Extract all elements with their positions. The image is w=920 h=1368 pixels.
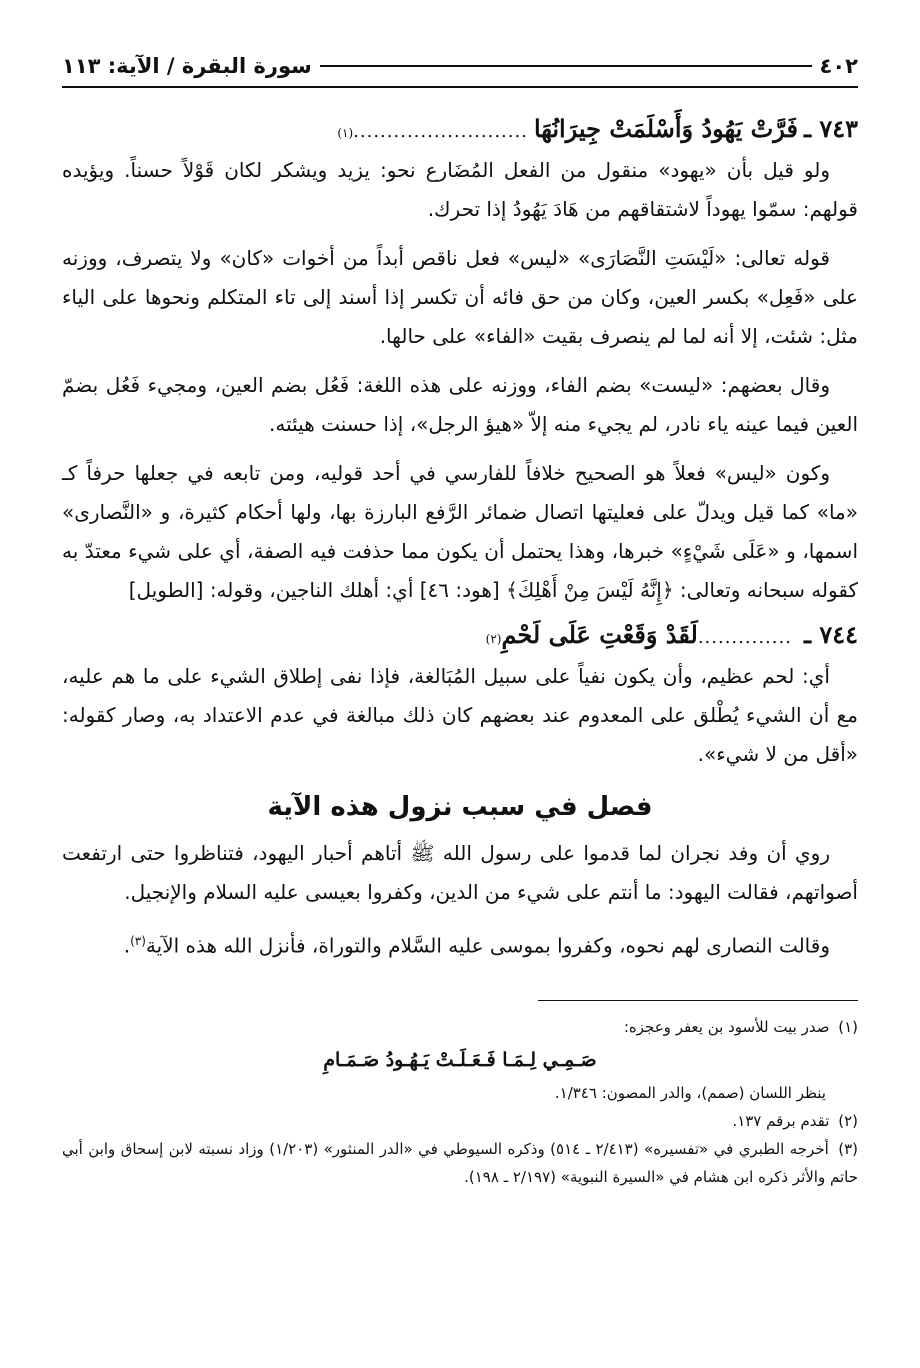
- header-rule: [62, 86, 858, 88]
- footnote-ref[interactable]: (٢): [485, 632, 502, 646]
- footnote-3: [62, 1135, 858, 1191]
- header-dash: [320, 65, 812, 67]
- footnote-number: (١): [838, 1017, 858, 1036]
- paragraph-last: [62, 922, 858, 966]
- paragraph-end: .: [123, 933, 131, 958]
- footnote-verse: صَـمِـي لِـمَـا فَـعَـلَـتْ يَـهُـودُ صَـمَـامِ: [323, 1048, 597, 1071]
- footnote-rule: [538, 1000, 858, 1001]
- paragraph: وقال بعضهم: «ليست» بضم الفاء، ووزنه على هذه اللغة: فَعُل بضم العين، ومجيء فَعُل بضمّ العين فيما عينه ياء نادر، لم يجيء منه إلاّ «هيؤ الرجل»، إذا حسنت هيئته.: [62, 373, 858, 436]
- verse-number: ٧٤٤ ـ: [803, 620, 858, 649]
- footnote-ref[interactable]: (٣): [130, 934, 146, 948]
- footnote-1: [62, 1013, 858, 1041]
- paragraph: قوله تعالى: «لَيْسَتِ النَّصَارَى» «ليس» فعل ناقص أبداً من أخوات «كان» ولا يتصرف، ووزنه على «فَعِل» بكسر العين، وكان من حق فائه أن تكسر إذا أسند إلى تاء المتكلم ونحوها على الياء مثل: شئت، إلا أنه لما لم ينصرف بقيت «الفاء» على حالها.: [62, 246, 858, 348]
- verse-dots: ..........................: [353, 121, 528, 142]
- book-page: [62, 50, 858, 1328]
- footnote-1-reference: ينظر اللسان (صمم)، والدر المصون: ١/٣٤٦.: [554, 1083, 826, 1102]
- footnote-number: (٣): [838, 1139, 858, 1158]
- paragraph: أي: لحم عظيم، وأن يكون نفياً على سبيل المُبَالغة، فإذا نفى إطلاق الشيء على ما هم عليه، مع أن الشيء يُطْلق على المعدوم عند بعضهم كان ذلك مبالغة في عدم الاعتداد به، وصار كقوله: «أقل من لا شيء».: [62, 664, 858, 766]
- footnote-number: (٢): [838, 1111, 858, 1130]
- paragraph: ولو قيل بأن «يهود» منقول من الفعل المُضَارع نحو: يزيد ويشكر لكان قَوْلاً حسناً. ويؤيده قولهم: سمّوا يهوداً لاشتقاقهم من هَادَ يَهُودُ إذا تحرك.: [62, 158, 858, 221]
- footnote-ref[interactable]: (١): [337, 126, 354, 140]
- verse-dots: ..............: [697, 627, 792, 648]
- paragraph-text: وقالت النصارى لهم نحوه، وكفروا بموسى عليه السَّلام والتوراة، فأنزل الله هذه الآية: [145, 933, 830, 958]
- footnote-text: تقدم برقم ١٣٧.: [732, 1111, 830, 1130]
- surah-label: سورة البقرة / الآية: ١١٣: [62, 54, 312, 78]
- verse-744: [62, 620, 858, 649]
- paragraph: وكون «ليس» فعلاً هو الصحيح خلافاً للفارسي في أحد قوليه، ومن تابعه في جعلها حرفاً كـ «ما» كما قيل ويدلّ على فعليتها اتصال ضمائر الرَّفع البارزة بها، ولها أحكام كثيرة، و «النَّصارى» اسمها، و «عَلَى شَيْءٍ» خبرها، وهذا يحتمل أن يكون مما حذفت فيه الصفة، أي على شيء معتدّ به كقوله سبحانه وتعالى: ﴿إِنَّهُ لَيْسَ مِنْ أَهْلِكَ﴾ [هود: ٤٦] أي: أهلك الناجين، وقوله: [الطويل]: [62, 461, 858, 602]
- verse-743: [62, 114, 858, 143]
- page-number: ٤٠٢: [819, 54, 858, 78]
- section-title: فصل في سبب نزول هذه الآية: [267, 792, 653, 822]
- paragraph: روي أن وفد نجران لما قدموا على رسول الله ﷺ أتاهم أحبار اليهود، فتناظروا حتى ارتفعت أصواتهم، فقالت اليهود: ما أنتم على شيء من الدين، وكفروا بعيسى عليه السلام والإنجيل.: [62, 841, 858, 904]
- verse-number: ٧٤٣ ـ: [803, 114, 858, 143]
- footnote-2: [62, 1107, 858, 1135]
- verse-text: فَرَّتْ يَهُودُ وَأَسْلَمَتْ جِيرَانُهَا: [533, 114, 798, 143]
- verse-text: لَقَدْ وَقَعْتِ عَلَى لَحْمِ: [501, 620, 698, 649]
- footnote-text: صدر بيت للأسود بن يعفر وعجزه:: [623, 1017, 830, 1036]
- footnote-text: أخرجه الطبري في «تفسيره» (٢/٤١٣ ـ ٥١٤) وذكره السيوطي في «الدر المنثور» (١/٢٠٣) وزاد نسبته لابن إسحاق وابن أبي حاتم والأثر ذكره ابن هشام في «السيرة النبوية» (٢/١٩٧ ـ ١٩٨).: [62, 1139, 858, 1186]
- running-header: [62, 50, 858, 82]
